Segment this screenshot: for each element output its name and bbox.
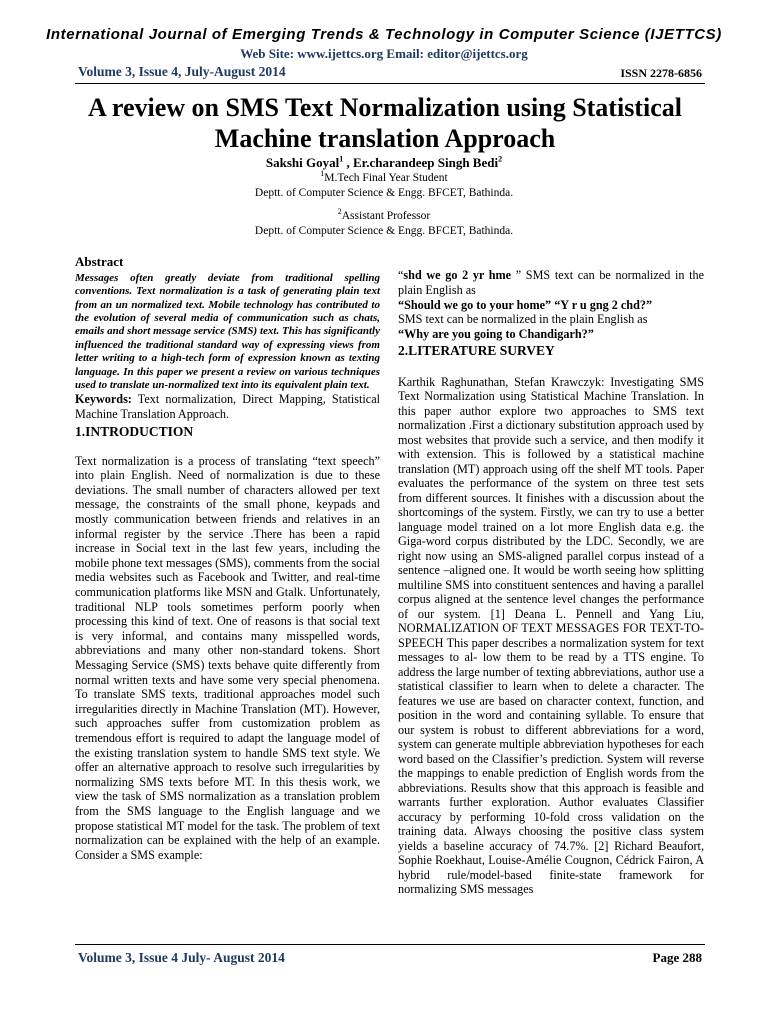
open-quote: “ — [398, 268, 404, 282]
example-2-normalized: “Why are you going to Chandigarh?” — [398, 327, 594, 342]
keywords-para — [75, 392, 380, 420]
author-line — [0, 155, 768, 171]
introduction-heading: 1.INTRODUCTION — [75, 423, 194, 439]
author-2-sup: 2 — [498, 154, 503, 164]
introduction-text: Text normalization is a process of translating “text speech” into plain English. Need of normalization is due to these deviations. The small number of characters allowed per text message, the constraints of the small phone, keypads and mostly communication between friends and relatives in an informal register by the service .There has been a rapid increase in Social text in the last few years, including the mobile phone text messages (SMS), comments from the social media websites such as Facebook and Twitter, and real-time communication platforms like MSN and Gtalk. Unfortunately, traditional NLP tools sometimes perform poorly when processing this kind of text. One of reasons is that social text is very informal, and contains many misspelled words, abbreviations and many other non-standard tokens. Short Messaging Service (SMS) texts behave quite differently from normal written texts and have some very special phenomena. To translate SMS texts, traditional approaches model such irregularities directly in Machine Translation (MT). However, such approaches suffer from customization problem as tremendous effort is required to adapt the language model of the existing translation system to handle SMS text style. We offer an alternative approach to resolve such irregularities by normalizing SMS texts before MT. In this thesis work, we view the task of SMS normalization as a translation problem from the SMS language to the English language and we propose statistical MT model for the task. The problem of text normalization can be explained with the help of an example. Consider a SMS example: — [75, 453, 380, 862]
footer-volume: Volume 3, Issue 4 July- August 2014 — [78, 950, 285, 965]
example-1 — [398, 268, 704, 298]
example-1-sms: shd we go 2 yr hme — [403, 268, 512, 282]
journal-website-line: Web Site: www.ijettcs.org Email: editor@ijettcs.org — [240, 46, 528, 61]
left-column — [75, 255, 380, 862]
keywords-text: Text normalization, Direct Mapping, Statistical Machine Translation Approach. — [75, 392, 380, 421]
footer-page-number: Page 288 — [652, 950, 702, 965]
literature-survey-text: Karthik Raghunathan, Stefan Krawczyk: Investigating SMS Text Normalization using Statistical Machine Translation. In this paper author explore two approaches to SMS text normalization .First a dictionary substitution approach used by most websites that provide such a service, and then modify it with extension. This is followed by a statistical machine translation (MT) approach using off the shelf MT tools. Paper evaluates the performance of the system on three test sets from different sources. It finishes with a discussion about the shortcomings of the system. Firstly, we can try to use a better language model trained on a lot more English data e.g. the Giga-word corpus distributed by the LDC. Secondly, we are right now using an SMS-aligned parallel corpus instead of a sentence –aligned one. It would be worth seeing how splitting multiline SMS into constituent sentences and having a parallel corpus aligned at the sentence level changes the performance of our system. [1] Deana L. Pennell and Yang Liu, NORMALIZATION OF TEXT MESSAGES FOR TEXT-TO-SPEECH This paper describes a normalization system for text messages to al- low them to be read by a TTS engine. To address the large number of texting abbreviations, author use a statistical classifier to learn when to delete a character. The features we use are based on character context, function, and position in the word and containing syllable. To ensure that our system is robust to different abbreviations for a word, system can generate multiple abbreviation hypotheses for each word based on the Classifier’s prediction. System will reverse the mappings to enable prediction of English words from the abbreviations. Results show that this approach is feasible and warrants further exploration. Author evaluates Classifier accuracy by performing 10-fold cross validation on the training data. Always choosing the positive class system yields a baseline accuracy of 74.7%. [2] Richard Beaufort, Sophie Roekhaut, Louise-Amélie Cougnon, Cédrick Fairon, A hybrid rule/model-based finite-state framework for normalizing SMS messages — [398, 374, 704, 897]
affil-2-role: Assistant Professor — [341, 210, 431, 222]
affil-2-sup: 2 — [337, 207, 342, 217]
author-1-sup: 1 — [339, 154, 344, 164]
affil-2-dept: Deptt. of Computer Science & Engg. BFCET, Bathinda. — [254, 225, 514, 237]
author-1: Sakshi Goyal — [265, 155, 340, 170]
keywords-label: Keywords: — [75, 392, 132, 407]
paper-title: A review on SMS Text Normalization using Statistical Machine translation Approach — [88, 93, 682, 153]
header-volume: Volume 3, Issue 4, July-August 2014 — [78, 64, 286, 79]
literature-survey-heading: 2.LITERATURE SURVEY — [398, 342, 555, 358]
header-issn: ISSN 2278-6856 — [620, 66, 702, 80]
example-1-rest: ” SMS text can be normalized in the plain English as — [398, 268, 704, 297]
affiliation-2 — [0, 209, 768, 239]
affiliation-1 — [0, 171, 768, 201]
affil-1-role: M.Tech Final Year Student — [324, 172, 448, 184]
abstract-text: Messages often greatly deviate from traditional spelling conventions. Text normalization is a task of generating plain text from an un normalized text. Mobile technology has contributed to the evolution of several media of communication such as chats, emails and short message service (SMS) text. This has significantly influenced the traditional standard way of expressing views from letter writing to a high-tech form of expression known as texting language. In this paper we present a review on various techniques used to translate un-normalized text into its equivalent plain text. — [75, 271, 380, 392]
example-1-normalized: “Should we go to your home” “Y r u gng 2 chd?” — [398, 297, 653, 312]
right-column — [398, 268, 704, 897]
abstract-heading: Abstract — [75, 254, 124, 269]
author-separator: , — [343, 155, 353, 170]
author-2: Er.charandeep Singh Bedi — [353, 155, 499, 170]
affil-1-dept: Deptt. of Computer Science & Engg. BFCET, Bathinda. — [254, 187, 514, 199]
example-2-intro: SMS text can be normalized in the plain English as — [398, 312, 648, 327]
header-rule — [75, 83, 705, 84]
journal-title: International Journal of Emerging Trends & Technology in Computer Science (IJETTCS) — [46, 26, 722, 43]
footer-rule — [75, 944, 705, 945]
affil-1-sup: 1 — [320, 169, 325, 179]
